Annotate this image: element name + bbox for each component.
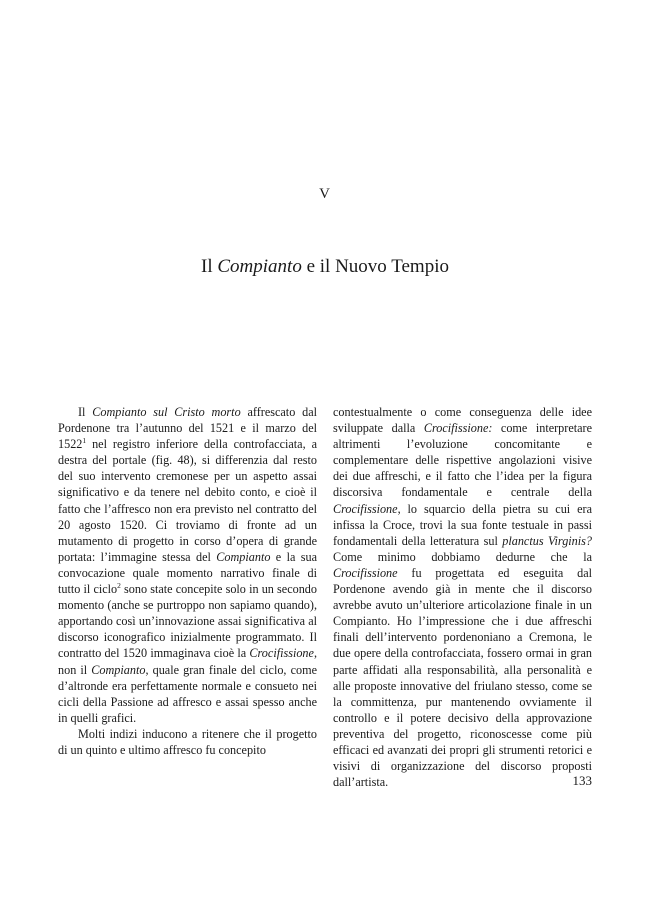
text-span: affrescato dal Pordenone tra l’autunno del 1521 e il marzo del 1522 bbox=[58, 405, 317, 452]
page-number: 133 bbox=[572, 773, 592, 788]
text-span: sono state concepite solo in un secondo momento (anche se purtroppo non sapiamo quando), apportando così un’innovazione assai significativa al discorso iconografico inizialmente programmato. Il contratto del 1520 immaginava cioè la bbox=[58, 582, 317, 661]
left-paragraph-1 bbox=[58, 404, 317, 726]
chapter-title-before: Il bbox=[201, 256, 218, 277]
text-span: , quale gran finale del ciclo, come d’altronde era perfettamente normale e consueto nei cicli della Passione ad affresco e assai spesso anche in quelli grafici. bbox=[58, 662, 317, 725]
footnote-ref: 1 bbox=[82, 436, 87, 446]
italic-span: Compianto sul Cristo morto bbox=[92, 405, 241, 419]
italic-span: Compianto bbox=[91, 662, 146, 677]
footnote-ref: 2 bbox=[117, 580, 121, 590]
text-span: Il bbox=[78, 405, 93, 419]
text-span: , non il bbox=[58, 646, 317, 677]
italic-span: Compianto bbox=[216, 549, 271, 564]
text-span: contestualmente o come conseguenza delle idee sviluppate dalla bbox=[333, 405, 592, 436]
italic-span: Crocifissione bbox=[333, 501, 398, 516]
left-column bbox=[58, 404, 317, 758]
text-span: e la sua convocazione quale momento narrativo finale di tutto il ciclo bbox=[58, 549, 318, 597]
left-paragraph-2: Molti indizi inducono a ritenere che il progetto di un quinto e ultimo affresco fu concepito bbox=[58, 726, 317, 757]
chapter-title-italic: Compianto bbox=[217, 256, 302, 277]
chapter-title bbox=[0, 256, 650, 278]
italic-span: Crocifissione bbox=[333, 565, 398, 580]
text-span: , lo squarcio della pietra su cui era infissa la Croce, trovi la sua fonte testuale in passi fondamentali della letteratura sul bbox=[333, 501, 592, 548]
italic-span: Crocifissione: bbox=[423, 421, 493, 436]
text-span: come interpretare altrimenti l’evoluzione concomitante e complementare delle rispettive angolazioni visive dei due affreschi, e il fatto che l’idea per la figura discorsiva fondamentale e centrale della bbox=[333, 421, 592, 500]
right-paragraph bbox=[333, 404, 592, 790]
italic-span: Crocifissione bbox=[249, 646, 314, 661]
text-span: fu progettata ed eseguita dal Pordenone avendo già in mente che il discorso avrebbe avuto un’ulteriore articolazione finale in un Compianto. Ho l’impressione che i due affreschi finali dell’intervento pordenoniano a Cremona, le due opere della controfacciata, fossero ormai in gran parte affidati alla responsabilità, alla personalità e alle proposte innovative del friulano stesso, come se la committenza, pur mantenendo ovviamente il controllo e il potere decisivo della approvazione preventiva del progetto, riconoscesse come più efficaci ed avanzati dei propri gli strumenti retorici e visivi di organizzazione del discorso proposti dall’artista. bbox=[333, 565, 592, 790]
chapter-title-after: e il Nuovo Tempio bbox=[301, 256, 449, 277]
right-column bbox=[333, 404, 592, 790]
text-span: nel registro inferiore della controfacciata, a destra del portale (fig. 48), si differenzia dal resto del suo intervento cremonese per un aspetto assai significativo e da tenere nel debito conto, e cioè il fatto che l’affresco non era previsto nel contratto del 20 agosto 1520. Ci troviamo di fronte ad un mutamento di progetto in corso d’opera di grande portata: l’immagine stessa del bbox=[58, 437, 317, 564]
text-span: Come minimo dobbiamo dedurne che la bbox=[333, 549, 592, 564]
chapter-number: V bbox=[319, 186, 331, 202]
italic-span: planctus Virginis? bbox=[502, 533, 592, 548]
